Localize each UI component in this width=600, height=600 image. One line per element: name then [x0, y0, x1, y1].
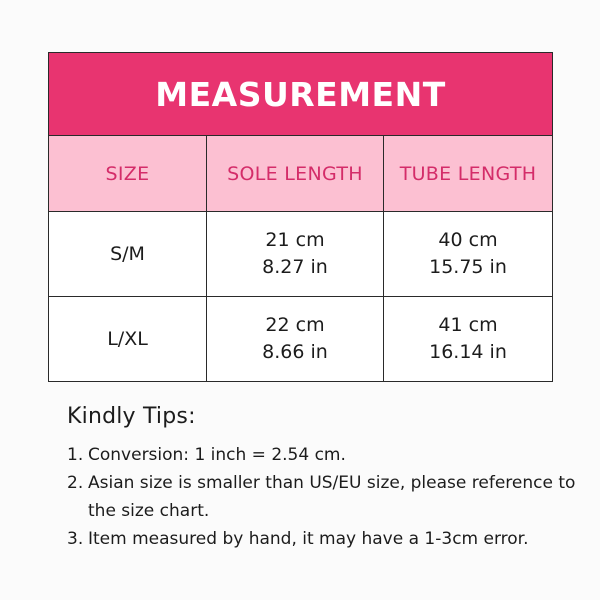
tip-number: 1. — [67, 445, 84, 465]
tube-length-cell — [384, 212, 553, 297]
list-item — [67, 469, 577, 525]
sole-length-cm: 22 cm — [265, 314, 325, 336]
tip-text: Asian size is smaller than US/EU size, please reference to the size chart. — [88, 473, 576, 521]
header-tube-length: TUBE LENGTH — [384, 136, 553, 212]
tube-length-cm: 40 cm — [438, 229, 498, 251]
size-cell: S/M — [49, 212, 207, 297]
tips-list — [67, 441, 577, 553]
tube-length-cell — [384, 297, 553, 382]
sole-length-cell — [207, 297, 384, 382]
tip-number: 2. — [67, 473, 84, 493]
header-row — [49, 136, 553, 212]
table-row — [49, 297, 553, 382]
size-cell: L/XL — [49, 297, 207, 382]
sole-length-in: 8.27 in — [262, 256, 328, 278]
tips-title: Kindly Tips: — [67, 404, 196, 429]
sole-length-cm: 21 cm — [265, 229, 325, 251]
tips-section — [67, 404, 577, 553]
tip-text: Item measured by hand, it may have a 1-3cm error. — [88, 529, 529, 549]
sole-length-cell — [207, 212, 384, 297]
title-row — [49, 53, 553, 136]
table-title: MEASUREMENT — [49, 53, 553, 136]
tube-length-in: 15.75 in — [429, 256, 507, 278]
tube-length-in: 16.14 in — [429, 341, 507, 363]
header-size: SIZE — [49, 136, 207, 212]
header-sole-length: SOLE LENGTH — [207, 136, 384, 212]
list-item — [67, 441, 577, 469]
tip-number: 3. — [67, 529, 84, 549]
sole-length-in: 8.66 in — [262, 341, 328, 363]
list-item — [67, 525, 577, 553]
tip-text: Conversion: 1 inch = 2.54 cm. — [88, 445, 346, 465]
tube-length-cm: 41 cm — [438, 314, 498, 336]
size-chart-table — [48, 52, 553, 382]
table-row — [49, 212, 553, 297]
